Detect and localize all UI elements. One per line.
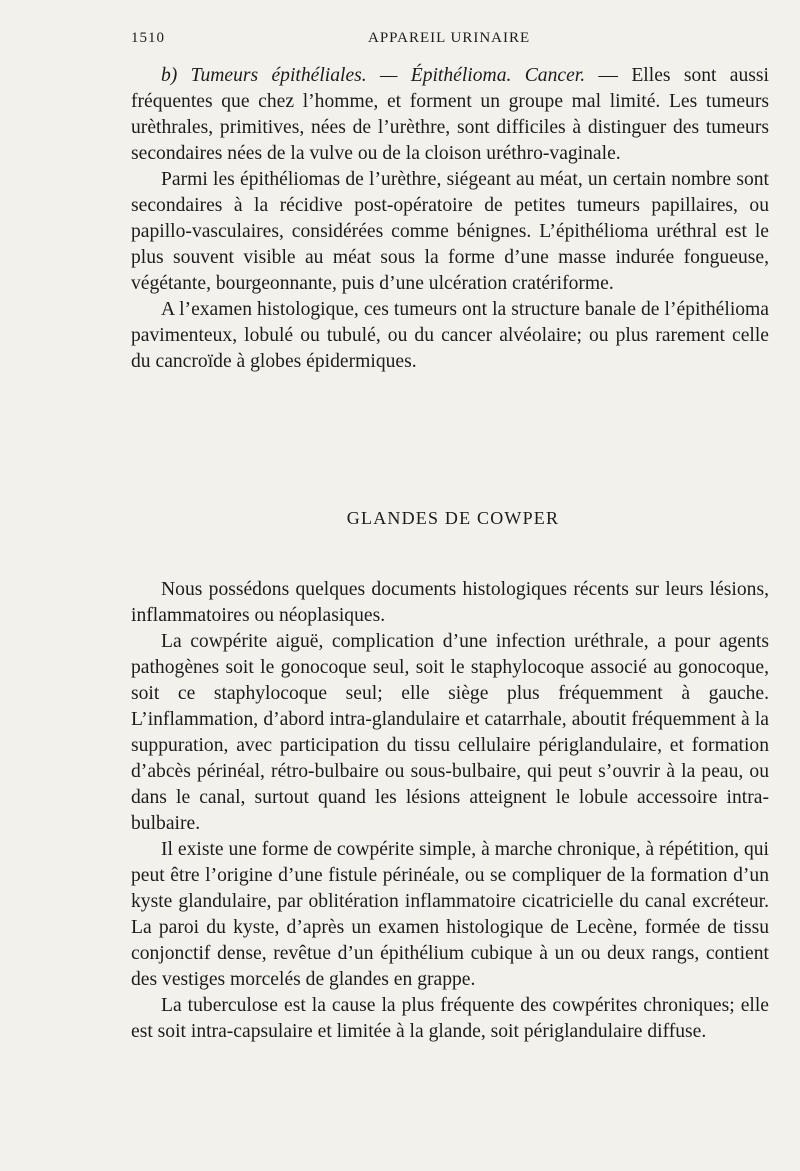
subsection-label: b) [161,65,178,86]
tumeurs-section [131,63,769,375]
page-number: 1510 [131,30,165,46]
running-title: APPAREIL URINAIRE [368,30,531,46]
paragraph: A l’examen histologique, ces tumeurs ont la structure banale de l’épithélioma pavimenteux, lobulé ou tubulé, ou du cancer alvéolaire; ou plus rarement celle du cancroïde à globes épidermiques. [131,299,769,372]
subsection-title: Tumeurs épithéliales. — Épithélioma. Cancer. [190,65,586,86]
paragraph [131,63,769,167]
cowper-section [131,577,769,1045]
paragraph: Il existe une forme de cowpérite simple, à marche chronique, à répétition, qui peut être l’origine d’une fistule périnéale, ou se compliquer de la formation d’un kyste glandulaire, par oblitération inflammatoire cicatricielle du canal excréteur. La paroi du kyste, d’après un examen histologique de Lecène, formée de tissu conjonctif dense, revêtue d’un épithélium cubique à un ou deux rangs, contient des vestiges morcelés de glandes en grappe. [131,839,769,990]
paragraph: La tuberculose est la cause la plus fréquente des cowpérites chroniques; elle est soit intra-capsulaire et limitée à la glande, soit périglandulaire diffuse. [131,995,769,1042]
running-head [0,30,800,52]
section-heading: GLANDES DE COWPER [346,508,560,528]
paragraph: La cowpérite aiguë, complication d’une infection uréthrale, a pour agents pathogènes soit le gonocoque seul, soit le staphylocoque associé au gonocoque, soit ce staphylocoque seul; elle siège plus fréquemment à gauche. L’inflammation, d’abord intra-glandulaire et catarrhale, aboutit fréquemment à la suppuration, avec participation du tissu cellulaire périglandulaire, et formation d’abcès périnéal, rétro-bulbaire ou sous-bulbaire, qui peut s’ouvrir à la peau, ou dans le canal, surtout quand les lésions atteignent le lobule accessoire intra-bulbaire. [131,631,769,834]
paragraph-text: — Elles sont aussi fréquentes que chez l’homme, et forment un groupe mal limité. Les tumeurs urèthrales, primitives, nées de l’urèthre, sont difficiles à distinguer des tumeurs secondaires nées de la vulve ou de la cloison uréthro-vaginale. [131,65,769,164]
paragraph: Parmi les épithéliomas de l’urèthre, siégeant au méat, un certain nombre sont secondaires à la récidive post-opératoire de petites tumeurs papillaires, ou papillo-vasculaires, considérées comme bénignes. L’épithélioma uréthral est le plus souvent visible au méat sous la forme d’une masse indurée fongueuse, végétante, bourgeonnante, puis d’une ulcération cratériforme. [131,169,769,294]
paragraph: Nous possédons quelques documents histologiques récents sur leurs lésions, inflammatoires ou néoplasiques. [131,579,769,626]
